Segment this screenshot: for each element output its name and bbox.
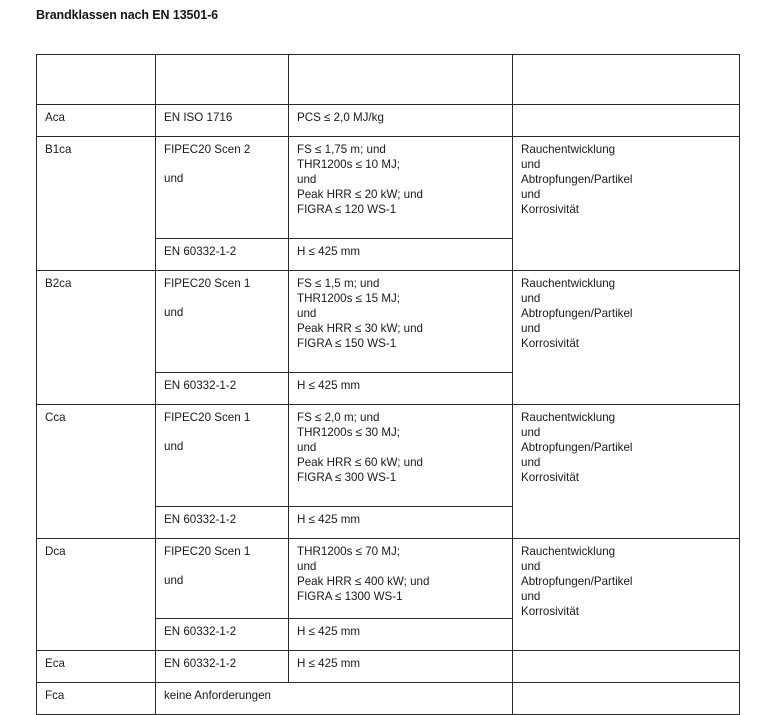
cell-testmethode-cca-sub: EN 60332-1-2 [156,507,289,539]
zusaetzliche-line-1: Rauchentwicklung [521,411,616,424]
table-container [36,54,739,715]
cell-testmethode-b1ca [156,137,289,239]
zusaetzliche-line-2: und [521,158,541,172]
table-row [37,105,740,137]
kriterium-line-4: Peak HRR ≤ 20 kW; und [297,188,424,202]
fire-class-table [36,54,740,715]
testmethode-spacer [164,559,280,573]
cell-kriterium-dca-sub: H ≤ 425 mm [289,619,513,651]
zusaetzliche-line-1: Rauchentwicklung [521,545,616,558]
kriterium-line-1: FS ≤ 1,75 m; und [297,143,386,156]
zusaetzliche-line-5: Korrosivität [521,203,579,217]
cell-kriterium-eca: H ≤ 425 mm [289,651,513,683]
zusaetzliche-line-4: und [521,590,541,604]
table-row [37,683,740,715]
cell-zusaetzliche-aca [513,105,740,137]
kriterium-line-1: THR1200s ≤ 70 MJ; [297,545,401,558]
table-row [37,271,740,373]
column-header-klassifizierung-kriterium [289,55,513,105]
cell-kriterium-aca: PCS ≤ 2,0 MJ/kg [289,105,513,137]
header-klasse-line-1: Klasse [45,61,83,74]
cell-kriterium-dca [289,539,513,619]
cell-zusaetzliche-cca [513,405,740,539]
cell-testmethode-aca: EN ISO 1716 [156,105,289,137]
table-row [37,405,740,507]
testmethode-spacer [164,291,280,305]
column-header-testmethode [156,55,289,105]
table-header [37,55,740,105]
testmethode-line-1: FIPEC20 Scen 2 [164,143,251,156]
cell-testmethode-b1ca-sub: EN 60332-1-2 [156,239,289,271]
testmethode-line-2: und [164,574,184,588]
kriterium-line-3: und [297,441,317,455]
zusaetzliche-line-3: Abtropfungen/Partikel [521,441,633,455]
kriterium-line-1: FS ≤ 1,5 m; und [297,277,380,290]
column-header-klasse [37,55,156,105]
cell-zusaetzliche-eca [513,651,740,683]
kriterium-line-3: und [297,173,317,187]
zusaetzliche-line-3: Abtropfungen/Partikel [521,173,633,187]
cell-kriterium-b2ca-sub: H ≤ 425 mm [289,373,513,405]
table-row [37,539,740,619]
zusaetzliche-line-3: Abtropfungen/Partikel [521,575,633,589]
zusaetzliche-line-1: Rauchentwicklung [521,277,616,290]
zusaetzliche-line-1: Rauchentwicklung [521,143,616,156]
testmethode-line-2: und [164,440,184,454]
column-header-zusaetzliche-klassifikation [513,55,740,105]
kriterium-line-5: FIGRA ≤ 300 WS-1 [297,471,397,485]
zusaetzliche-line-4: und [521,456,541,470]
testmethode-line-1: FIPEC20 Scen 1 [164,411,251,424]
kriterium-line-3: Peak HRR ≤ 400 kW; und [297,575,430,589]
zusaetzliche-line-5: Korrosivität [521,471,579,485]
table-row [37,651,740,683]
table-body [37,105,740,715]
kriterium-line-3: und [297,307,317,321]
cell-kriterium-cca [289,405,513,507]
kriterium-line-4: Peak HRR ≤ 60 kW; und [297,456,424,470]
testmethode-spacer [164,425,280,439]
zusaetzliche-line-2: und [521,426,541,440]
table-row [37,137,740,239]
cell-kriterium-b2ca [289,271,513,373]
testmethode-line-1: FIPEC20 Scen 1 [164,277,251,290]
cell-kriterium-cca-sub: H ≤ 425 mm [289,507,513,539]
header-kriterium-line-2: Kriterium [297,76,349,90]
kriterium-line-5: FIGRA ≤ 120 WS-1 [297,203,397,217]
kriterium-line-2: und [297,560,317,574]
zusaetzliche-line-4: und [521,188,541,202]
kriterium-line-2: THR1200s ≤ 15 MJ; [297,292,401,306]
zusaetzliche-line-3: Abtropfungen/Partikel [521,307,633,321]
testmethode-line-2: und [164,306,184,320]
kriterium-line-2: THR1200s ≤ 30 MJ; [297,426,401,440]
header-testmethode-line-1: Testmethode [164,61,236,74]
kriterium-line-4: FIGRA ≤ 1300 WS-1 [297,590,403,604]
header-zusaetzliche-line-1: zusätzliche Klassifikation [521,61,662,74]
cell-testmethode-b2ca [156,271,289,373]
cell-testmethode-fca: keine Anforderungen [156,683,513,715]
zusaetzliche-line-2: und [521,292,541,306]
cell-klasse-aca: Aca [37,105,156,137]
kriterium-line-2: THR1200s ≤ 10 MJ; [297,158,401,172]
zusaetzliche-line-5: Korrosivität [521,605,579,619]
cell-zusaetzliche-b2ca [513,271,740,405]
testmethode-line-1: FIPEC20 Scen 1 [164,545,251,558]
cell-klasse-cca: Cca [37,405,156,539]
zusaetzliche-line-5: Korrosivität [521,337,579,351]
cell-klasse-b1ca: B1ca [37,137,156,271]
cell-testmethode-dca [156,539,289,619]
cell-kriterium-b1ca [289,137,513,239]
cell-klasse-eca: Eca [37,651,156,683]
cell-kriterium-b1ca-sub: H ≤ 425 mm [289,239,513,271]
cell-testmethode-dca-sub: EN 60332-1-2 [156,619,289,651]
cell-testmethode-cca [156,405,289,507]
zusaetzliche-line-2: und [521,560,541,574]
page-title: Brandklassen nach EN 13501-6 [36,8,219,22]
zusaetzliche-line-4: und [521,322,541,336]
cell-testmethode-b2ca-sub: EN 60332-1-2 [156,373,289,405]
kriterium-line-1: FS ≤ 2,0 m; und [297,411,380,424]
header-row [37,55,740,105]
cell-klasse-dca: Dca [37,539,156,651]
cell-zusaetzliche-b1ca [513,137,740,271]
header-kriterium-line-1: Klassifizierung- [297,61,384,74]
testmethode-spacer [164,157,280,171]
cell-klasse-fca: Fca [37,683,156,715]
cell-klasse-b2ca: B2ca [37,271,156,405]
kriterium-line-5: FIGRA ≤ 150 WS-1 [297,337,397,351]
kriterium-line-4: Peak HRR ≤ 30 kW; und [297,322,424,336]
testmethode-line-2: und [164,172,184,186]
cell-zusaetzliche-fca [513,683,740,715]
cell-zusaetzliche-dca [513,539,740,651]
cell-testmethode-eca: EN 60332-1-2 [156,651,289,683]
